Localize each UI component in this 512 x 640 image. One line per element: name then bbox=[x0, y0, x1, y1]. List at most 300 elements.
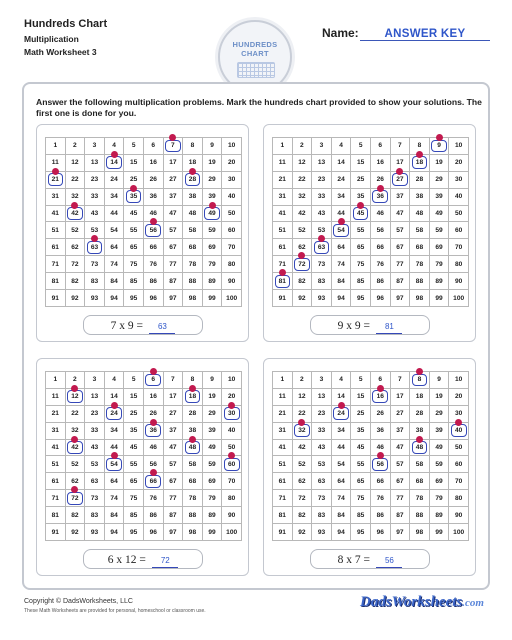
chart-cell[interactable] bbox=[183, 188, 203, 205]
chart-cell-marked[interactable] bbox=[143, 422, 163, 439]
chart-cell[interactable] bbox=[65, 256, 85, 273]
chart-cell[interactable] bbox=[85, 473, 105, 490]
chart-cell[interactable] bbox=[222, 222, 242, 239]
chart-cell[interactable] bbox=[390, 473, 410, 490]
chart-cell[interactable] bbox=[331, 422, 351, 439]
chart-cell[interactable] bbox=[331, 490, 351, 507]
chart-cell[interactable] bbox=[183, 456, 203, 473]
chart-cell[interactable] bbox=[370, 239, 390, 256]
chart-cell[interactable] bbox=[370, 256, 390, 273]
chart-cell[interactable] bbox=[351, 473, 371, 490]
chart-cell[interactable] bbox=[292, 524, 312, 541]
chart-cell[interactable] bbox=[104, 188, 124, 205]
chart-cell[interactable] bbox=[273, 222, 293, 239]
chart-cell[interactable] bbox=[222, 273, 242, 290]
chart-cell-marked[interactable] bbox=[292, 422, 312, 439]
chart-cell[interactable] bbox=[124, 256, 144, 273]
chart-cell[interactable] bbox=[124, 222, 144, 239]
chart-cell-marked[interactable] bbox=[202, 205, 222, 222]
chart-cell[interactable] bbox=[85, 507, 105, 524]
chart-cell[interactable] bbox=[292, 222, 312, 239]
chart-cell[interactable] bbox=[143, 256, 163, 273]
chart-cell-marked[interactable] bbox=[370, 456, 390, 473]
chart-cell[interactable] bbox=[351, 239, 371, 256]
chart-cell-marked[interactable] bbox=[429, 138, 449, 155]
chart-cell[interactable] bbox=[292, 188, 312, 205]
chart-cell[interactable] bbox=[202, 372, 222, 389]
chart-cell[interactable] bbox=[273, 456, 293, 473]
chart-cell[interactable] bbox=[65, 239, 85, 256]
chart-cell[interactable] bbox=[449, 171, 469, 188]
chart-cell[interactable] bbox=[183, 222, 203, 239]
chart-cell[interactable] bbox=[222, 154, 242, 171]
chart-cell[interactable] bbox=[410, 239, 430, 256]
chart-cell[interactable] bbox=[273, 372, 293, 389]
chart-cell[interactable] bbox=[292, 273, 312, 290]
chart-cell[interactable] bbox=[351, 273, 371, 290]
chart-cell[interactable] bbox=[331, 507, 351, 524]
chart-cell[interactable] bbox=[390, 222, 410, 239]
chart-cell[interactable] bbox=[292, 372, 312, 389]
chart-cell[interactable] bbox=[183, 273, 203, 290]
chart-cell[interactable] bbox=[312, 138, 332, 155]
chart-cell-marked[interactable] bbox=[449, 422, 469, 439]
chart-cell[interactable] bbox=[104, 222, 124, 239]
chart-cell[interactable] bbox=[222, 524, 242, 541]
chart-cell[interactable] bbox=[429, 524, 449, 541]
chart-cell[interactable] bbox=[163, 256, 183, 273]
chart-cell[interactable] bbox=[351, 222, 371, 239]
chart-cell[interactable] bbox=[370, 290, 390, 307]
answer-field[interactable]: 72 bbox=[152, 555, 178, 568]
chart-cell[interactable] bbox=[390, 524, 410, 541]
chart-cell[interactable] bbox=[104, 273, 124, 290]
chart-cell[interactable] bbox=[351, 456, 371, 473]
chart-cell[interactable] bbox=[351, 154, 371, 171]
chart-cell[interactable] bbox=[65, 507, 85, 524]
chart-cell[interactable] bbox=[312, 372, 332, 389]
chart-cell[interactable] bbox=[104, 171, 124, 188]
chart-cell[interactable] bbox=[202, 456, 222, 473]
chart-cell[interactable] bbox=[46, 222, 66, 239]
chart-cell[interactable] bbox=[351, 439, 371, 456]
chart-cell-marked[interactable] bbox=[292, 256, 312, 273]
chart-cell[interactable] bbox=[449, 290, 469, 307]
chart-cell[interactable] bbox=[85, 439, 105, 456]
chart-cell[interactable] bbox=[351, 490, 371, 507]
chart-cell-marked[interactable] bbox=[65, 205, 85, 222]
chart-cell-marked[interactable] bbox=[163, 138, 183, 155]
chart-cell-marked[interactable] bbox=[65, 490, 85, 507]
chart-cell[interactable] bbox=[143, 507, 163, 524]
chart-cell[interactable] bbox=[273, 422, 293, 439]
chart-cell[interactable] bbox=[85, 372, 105, 389]
chart-cell-marked[interactable] bbox=[104, 456, 124, 473]
chart-cell-marked[interactable] bbox=[65, 388, 85, 405]
chart-cell[interactable] bbox=[331, 473, 351, 490]
chart-cell[interactable] bbox=[370, 222, 390, 239]
chart-cell[interactable] bbox=[312, 473, 332, 490]
chart-cell[interactable] bbox=[370, 473, 390, 490]
chart-cell[interactable] bbox=[104, 205, 124, 222]
chart-cell[interactable] bbox=[410, 222, 430, 239]
chart-cell[interactable] bbox=[312, 388, 332, 405]
chart-cell[interactable] bbox=[163, 422, 183, 439]
chart-cell[interactable] bbox=[143, 290, 163, 307]
chart-cell[interactable] bbox=[410, 456, 430, 473]
chart-cell[interactable] bbox=[46, 473, 66, 490]
chart-cell[interactable] bbox=[183, 490, 203, 507]
chart-cell[interactable] bbox=[351, 138, 371, 155]
chart-cell[interactable] bbox=[85, 405, 105, 422]
chart-cell[interactable] bbox=[331, 456, 351, 473]
chart-cell[interactable] bbox=[104, 372, 124, 389]
chart-cell[interactable] bbox=[331, 171, 351, 188]
chart-cell[interactable] bbox=[390, 388, 410, 405]
chart-cell[interactable] bbox=[273, 171, 293, 188]
chart-cell[interactable] bbox=[65, 456, 85, 473]
chart-cell[interactable] bbox=[449, 456, 469, 473]
chart-cell[interactable] bbox=[163, 154, 183, 171]
chart-cell[interactable] bbox=[65, 138, 85, 155]
chart-cell[interactable] bbox=[143, 524, 163, 541]
chart-cell[interactable] bbox=[429, 456, 449, 473]
chart-cell[interactable] bbox=[85, 138, 105, 155]
chart-cell[interactable] bbox=[390, 138, 410, 155]
chart-cell[interactable] bbox=[124, 473, 144, 490]
chart-cell-marked[interactable] bbox=[104, 154, 124, 171]
chart-cell[interactable] bbox=[46, 290, 66, 307]
chart-cell[interactable] bbox=[449, 490, 469, 507]
chart-cell[interactable] bbox=[124, 205, 144, 222]
chart-cell[interactable] bbox=[370, 138, 390, 155]
chart-cell[interactable] bbox=[85, 290, 105, 307]
chart-cell[interactable] bbox=[449, 507, 469, 524]
chart-cell[interactable] bbox=[202, 405, 222, 422]
chart-cell[interactable] bbox=[65, 405, 85, 422]
chart-cell[interactable] bbox=[222, 205, 242, 222]
chart-cell[interactable] bbox=[124, 290, 144, 307]
chart-cell[interactable] bbox=[370, 490, 390, 507]
chart-cell[interactable] bbox=[183, 256, 203, 273]
chart-cell[interactable] bbox=[331, 273, 351, 290]
chart-cell[interactable] bbox=[183, 239, 203, 256]
chart-cell[interactable] bbox=[46, 372, 66, 389]
chart-cell[interactable] bbox=[449, 372, 469, 389]
chart-cell[interactable] bbox=[273, 473, 293, 490]
chart-cell[interactable] bbox=[292, 138, 312, 155]
answer-field[interactable]: 81 bbox=[376, 321, 402, 334]
chart-cell[interactable] bbox=[429, 439, 449, 456]
chart-cell[interactable] bbox=[46, 256, 66, 273]
chart-cell-marked[interactable] bbox=[390, 171, 410, 188]
chart-cell[interactable] bbox=[429, 372, 449, 389]
chart-cell-marked[interactable] bbox=[410, 154, 430, 171]
chart-cell[interactable] bbox=[124, 422, 144, 439]
chart-cell[interactable] bbox=[143, 171, 163, 188]
chart-cell[interactable] bbox=[65, 524, 85, 541]
chart-cell-marked[interactable] bbox=[183, 439, 203, 456]
chart-cell[interactable] bbox=[410, 205, 430, 222]
chart-cell[interactable] bbox=[124, 507, 144, 524]
chart-cell[interactable] bbox=[449, 524, 469, 541]
chart-cell[interactable] bbox=[429, 188, 449, 205]
chart-cell[interactable] bbox=[46, 273, 66, 290]
chart-cell-marked[interactable] bbox=[65, 439, 85, 456]
chart-cell[interactable] bbox=[312, 422, 332, 439]
answer-field[interactable]: 56 bbox=[376, 555, 402, 568]
chart-cell[interactable] bbox=[85, 456, 105, 473]
chart-cell[interactable] bbox=[312, 256, 332, 273]
chart-cell[interactable] bbox=[202, 388, 222, 405]
chart-cell[interactable] bbox=[124, 273, 144, 290]
chart-cell[interactable] bbox=[163, 507, 183, 524]
chart-cell[interactable] bbox=[292, 507, 312, 524]
chart-cell[interactable] bbox=[449, 256, 469, 273]
chart-cell[interactable] bbox=[331, 154, 351, 171]
chart-cell[interactable] bbox=[124, 372, 144, 389]
chart-cell[interactable] bbox=[429, 256, 449, 273]
chart-cell[interactable] bbox=[124, 239, 144, 256]
chart-cell[interactable] bbox=[222, 171, 242, 188]
chart-cell[interactable] bbox=[331, 188, 351, 205]
chart-cell[interactable] bbox=[163, 205, 183, 222]
chart-cell[interactable] bbox=[429, 205, 449, 222]
chart-cell[interactable] bbox=[292, 290, 312, 307]
chart-cell-marked[interactable] bbox=[370, 188, 390, 205]
chart-cell[interactable] bbox=[312, 188, 332, 205]
chart-cell[interactable] bbox=[202, 138, 222, 155]
chart-cell[interactable] bbox=[390, 205, 410, 222]
chart-cell[interactable] bbox=[202, 273, 222, 290]
chart-cell[interactable] bbox=[370, 273, 390, 290]
chart-cell[interactable] bbox=[429, 290, 449, 307]
chart-cell-marked[interactable] bbox=[183, 171, 203, 188]
chart-cell[interactable] bbox=[331, 290, 351, 307]
chart-cell[interactable] bbox=[331, 524, 351, 541]
chart-cell[interactable] bbox=[390, 422, 410, 439]
chart-cell[interactable] bbox=[104, 507, 124, 524]
chart-cell[interactable] bbox=[163, 239, 183, 256]
chart-cell[interactable] bbox=[183, 405, 203, 422]
chart-cell[interactable] bbox=[163, 171, 183, 188]
chart-cell[interactable] bbox=[124, 524, 144, 541]
chart-cell[interactable] bbox=[351, 422, 371, 439]
chart-cell[interactable] bbox=[202, 239, 222, 256]
chart-cell-marked[interactable] bbox=[410, 439, 430, 456]
chart-cell[interactable] bbox=[163, 290, 183, 307]
chart-cell[interactable] bbox=[46, 439, 66, 456]
chart-cell[interactable] bbox=[312, 290, 332, 307]
chart-cell[interactable] bbox=[351, 171, 371, 188]
chart-cell[interactable] bbox=[222, 290, 242, 307]
chart-cell[interactable] bbox=[85, 171, 105, 188]
chart-cell[interactable] bbox=[65, 290, 85, 307]
chart-cell[interactable] bbox=[222, 473, 242, 490]
chart-cell[interactable] bbox=[410, 490, 430, 507]
chart-cell[interactable] bbox=[449, 188, 469, 205]
chart-cell[interactable] bbox=[46, 490, 66, 507]
chart-cell[interactable] bbox=[124, 138, 144, 155]
chart-cell-marked[interactable] bbox=[410, 372, 430, 389]
chart-cell[interactable] bbox=[351, 372, 371, 389]
answer-field[interactable]: 63 bbox=[149, 321, 175, 334]
chart-cell[interactable] bbox=[163, 439, 183, 456]
chart-cell[interactable] bbox=[46, 507, 66, 524]
chart-cell[interactable] bbox=[351, 405, 371, 422]
chart-cell[interactable] bbox=[429, 171, 449, 188]
chart-cell[interactable] bbox=[410, 273, 430, 290]
chart-cell[interactable] bbox=[449, 222, 469, 239]
chart-cell[interactable] bbox=[104, 256, 124, 273]
chart-cell[interactable] bbox=[143, 188, 163, 205]
chart-cell[interactable] bbox=[331, 256, 351, 273]
chart-cell[interactable] bbox=[273, 290, 293, 307]
chart-cell[interactable] bbox=[85, 154, 105, 171]
chart-cell[interactable] bbox=[370, 154, 390, 171]
chart-cell[interactable] bbox=[222, 138, 242, 155]
chart-cell[interactable] bbox=[449, 205, 469, 222]
chart-cell[interactable] bbox=[202, 507, 222, 524]
chart-cell[interactable] bbox=[85, 205, 105, 222]
chart-cell[interactable] bbox=[183, 205, 203, 222]
chart-cell[interactable] bbox=[202, 222, 222, 239]
chart-cell[interactable] bbox=[449, 439, 469, 456]
chart-cell[interactable] bbox=[46, 388, 66, 405]
chart-cell[interactable] bbox=[46, 138, 66, 155]
chart-cell[interactable] bbox=[312, 205, 332, 222]
chart-cell[interactable] bbox=[312, 405, 332, 422]
chart-cell[interactable] bbox=[351, 507, 371, 524]
chart-cell[interactable] bbox=[124, 388, 144, 405]
chart-cell[interactable] bbox=[390, 256, 410, 273]
chart-cell[interactable] bbox=[222, 507, 242, 524]
chart-cell[interactable] bbox=[390, 239, 410, 256]
chart-cell[interactable] bbox=[292, 154, 312, 171]
chart-cell[interactable] bbox=[163, 456, 183, 473]
chart-cell[interactable] bbox=[429, 222, 449, 239]
chart-cell[interactable] bbox=[351, 290, 371, 307]
chart-cell[interactable] bbox=[410, 290, 430, 307]
chart-cell[interactable] bbox=[390, 456, 410, 473]
chart-cell[interactable] bbox=[202, 422, 222, 439]
chart-cell[interactable] bbox=[273, 439, 293, 456]
name-field[interactable] bbox=[360, 24, 490, 41]
chart-cell[interactable] bbox=[46, 205, 66, 222]
chart-cell[interactable] bbox=[85, 422, 105, 439]
chart-cell[interactable] bbox=[202, 473, 222, 490]
chart-cell[interactable] bbox=[429, 273, 449, 290]
chart-cell[interactable] bbox=[429, 154, 449, 171]
chart-cell[interactable] bbox=[104, 422, 124, 439]
chart-cell[interactable] bbox=[390, 490, 410, 507]
chart-cell[interactable] bbox=[273, 154, 293, 171]
chart-cell[interactable] bbox=[222, 422, 242, 439]
chart-cell[interactable] bbox=[143, 138, 163, 155]
chart-cell-marked[interactable] bbox=[222, 405, 242, 422]
chart-cell[interactable] bbox=[292, 171, 312, 188]
chart-cell[interactable] bbox=[143, 388, 163, 405]
chart-cell[interactable] bbox=[273, 524, 293, 541]
chart-cell[interactable] bbox=[292, 456, 312, 473]
chart-cell[interactable] bbox=[65, 154, 85, 171]
chart-cell[interactable] bbox=[222, 256, 242, 273]
chart-cell[interactable] bbox=[273, 138, 293, 155]
chart-cell[interactable] bbox=[46, 456, 66, 473]
chart-cell[interactable] bbox=[370, 405, 390, 422]
chart-cell[interactable] bbox=[273, 205, 293, 222]
chart-cell[interactable] bbox=[390, 188, 410, 205]
chart-cell[interactable] bbox=[370, 205, 390, 222]
chart-cell[interactable] bbox=[183, 473, 203, 490]
chart-cell[interactable] bbox=[46, 239, 66, 256]
chart-cell-marked[interactable] bbox=[222, 456, 242, 473]
chart-cell[interactable] bbox=[370, 507, 390, 524]
chart-cell-marked[interactable] bbox=[143, 222, 163, 239]
chart-cell-marked[interactable] bbox=[183, 388, 203, 405]
chart-cell[interactable] bbox=[85, 388, 105, 405]
chart-cell[interactable] bbox=[163, 473, 183, 490]
chart-cell-marked[interactable] bbox=[312, 239, 332, 256]
chart-cell[interactable] bbox=[104, 524, 124, 541]
chart-cell[interactable] bbox=[85, 524, 105, 541]
chart-cell[interactable] bbox=[163, 490, 183, 507]
chart-cell[interactable] bbox=[312, 273, 332, 290]
chart-cell-marked[interactable] bbox=[85, 239, 105, 256]
chart-cell[interactable] bbox=[124, 490, 144, 507]
chart-cell-marked[interactable] bbox=[331, 222, 351, 239]
chart-cell[interactable] bbox=[104, 239, 124, 256]
chart-cell[interactable] bbox=[46, 188, 66, 205]
chart-cell[interactable] bbox=[202, 439, 222, 456]
chart-cell-marked[interactable] bbox=[143, 473, 163, 490]
chart-cell[interactable] bbox=[143, 273, 163, 290]
chart-cell[interactable] bbox=[143, 439, 163, 456]
chart-cell-marked[interactable] bbox=[273, 273, 293, 290]
chart-cell[interactable] bbox=[163, 273, 183, 290]
chart-cell[interactable] bbox=[312, 507, 332, 524]
chart-cell[interactable] bbox=[104, 490, 124, 507]
chart-cell[interactable] bbox=[292, 388, 312, 405]
chart-cell[interactable] bbox=[312, 154, 332, 171]
chart-cell[interactable] bbox=[429, 388, 449, 405]
chart-cell[interactable] bbox=[273, 405, 293, 422]
chart-cell[interactable] bbox=[449, 273, 469, 290]
chart-cell[interactable] bbox=[312, 524, 332, 541]
chart-cell[interactable] bbox=[429, 473, 449, 490]
chart-cell[interactable] bbox=[410, 256, 430, 273]
chart-cell[interactable] bbox=[312, 171, 332, 188]
chart-cell[interactable] bbox=[292, 473, 312, 490]
chart-cell[interactable] bbox=[85, 490, 105, 507]
chart-cell[interactable] bbox=[370, 422, 390, 439]
chart-cell[interactable] bbox=[312, 456, 332, 473]
chart-cell[interactable] bbox=[222, 188, 242, 205]
chart-cell[interactable] bbox=[85, 273, 105, 290]
chart-cell[interactable] bbox=[143, 490, 163, 507]
chart-cell[interactable] bbox=[410, 507, 430, 524]
chart-cell[interactable] bbox=[183, 507, 203, 524]
chart-cell[interactable] bbox=[292, 205, 312, 222]
chart-cell[interactable] bbox=[312, 490, 332, 507]
chart-cell[interactable] bbox=[351, 256, 371, 273]
chart-cell[interactable] bbox=[143, 239, 163, 256]
chart-cell[interactable] bbox=[85, 256, 105, 273]
chart-cell[interactable] bbox=[410, 524, 430, 541]
chart-cell[interactable] bbox=[390, 405, 410, 422]
chart-cell[interactable] bbox=[351, 388, 371, 405]
chart-cell-marked[interactable] bbox=[331, 405, 351, 422]
